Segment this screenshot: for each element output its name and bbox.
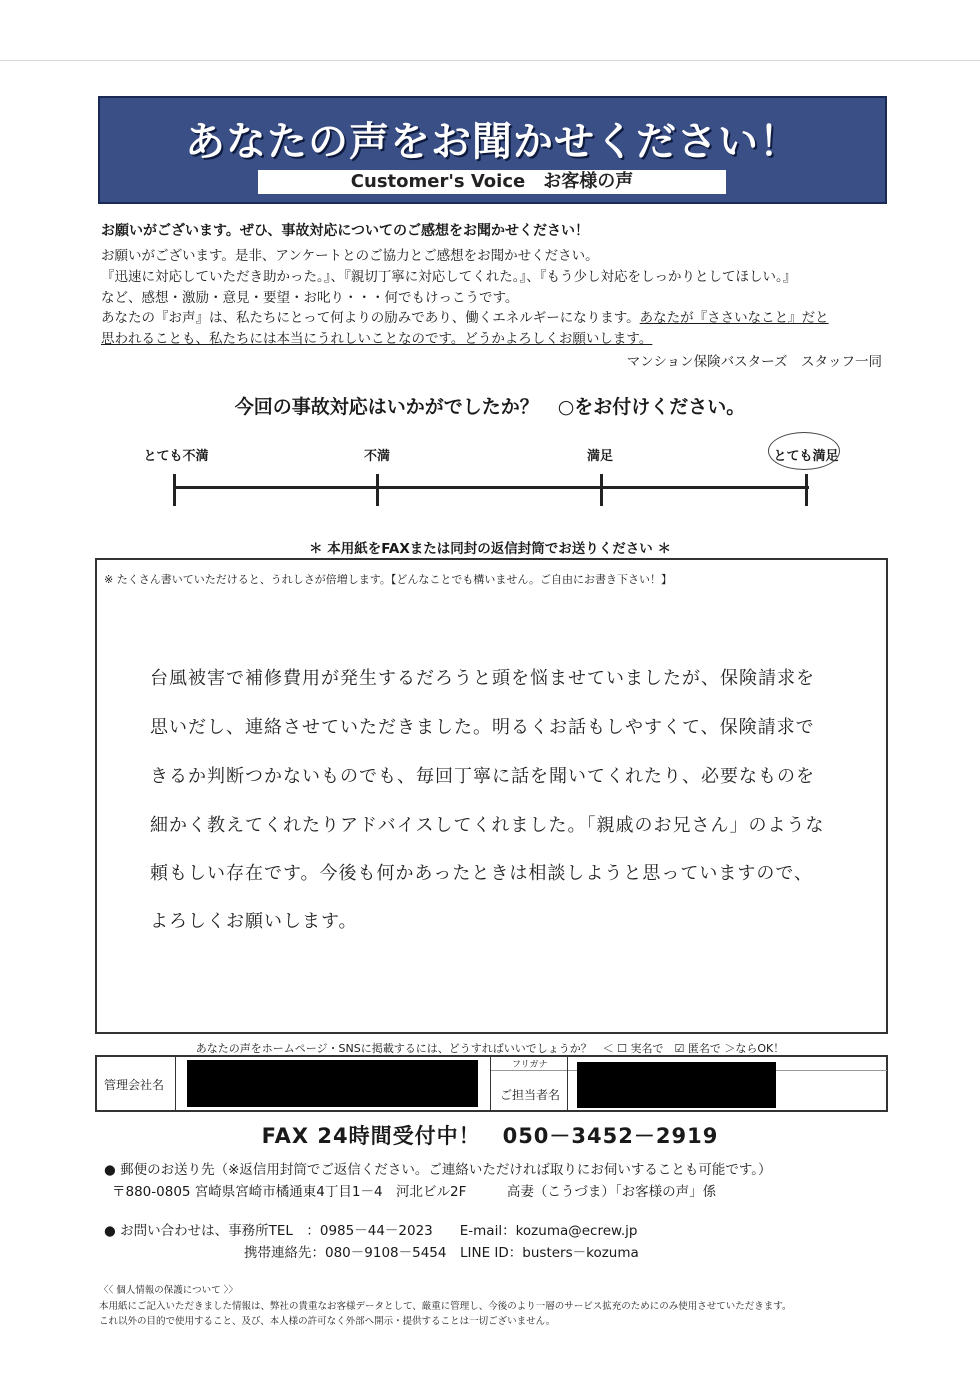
intro-line-4b: あなたが『ささいなこと』だと: [639, 310, 829, 326]
divider: [490, 1056, 491, 1111]
mobile-line: 携帯連絡先：080－9108－5454 LINE ID：busters－kozuma: [244, 1245, 639, 1261]
scale-option-very-unsatisfied[interactable]: とても不満: [143, 449, 209, 464]
intro-line-5: 思われることも、私たちには本当にうれしいことなのです。どうかよろしくお願いします。: [101, 331, 653, 347]
scale-tick: [600, 474, 603, 506]
rating-scale-line: [174, 486, 809, 489]
scale-tick: [376, 474, 379, 506]
company-field-redacted[interactable]: [187, 1060, 478, 1107]
header-banner: [98, 96, 887, 204]
privacy-heading: 〈〈 個人情報の保護について 〉〉: [99, 1285, 238, 1296]
fax-note: ＊ 本用紙をFAXまたは同封の返信封筒でお送りください ＊: [309, 541, 671, 557]
intro-line-4: [101, 306, 829, 326]
comment-line: 細かく教えてくれたりアドバイスしてくれました。「親戚のお兄さん」のような: [150, 815, 825, 836]
intro-line-3: など、感想・激励・意見・要望・お叱り・・・何でもけっこうです。: [101, 290, 519, 306]
selection-circle: [768, 432, 840, 470]
person-field-redacted[interactable]: [577, 1062, 776, 1108]
intro-line-4a: あなたの『お声』は、私たちにとって何よりの励みであり、働くエネルギーになります。: [101, 310, 640, 326]
comment-line: 頼もしい存在です。今後も何かあったときは相談しようと思っていますので、: [150, 863, 814, 884]
scale-tick: [805, 474, 808, 506]
scan-edge: [0, 60, 980, 61]
comment-box[interactable]: [95, 558, 888, 1034]
page-title: あなたの声をお聞かせください！: [185, 119, 800, 165]
scale-option-satisfied[interactable]: 満足: [586, 449, 614, 464]
publish-consent: あなたの声をホームページ・SNSに掲載するには、どうすればいいでしょうか？ ＜ ☐ 実名で ☑ 匿名で ＞ならOK！: [195, 1042, 785, 1055]
privacy-line-2: これ以外の目的で使用すること、及び、本人様の許可なく外部へ開示・提供することは一切ございません。: [99, 1316, 556, 1327]
comment-line: よろしくお願いします。: [150, 911, 358, 932]
furigana-label: フリガナ: [512, 1060, 548, 1070]
divider: [567, 1056, 568, 1111]
mail-heading: ● 郵便のお送り先（※返信用封筒でご返信ください。ご連絡いただければ取りにお伺いすることも可能です。）: [104, 1162, 772, 1178]
divider: [175, 1056, 176, 1111]
scale-option-unsatisfied[interactable]: 不満: [363, 449, 391, 464]
intro-line-1: お願いがございます。是非、アンケートとのご協力とご感想をお聞かせください。: [101, 248, 599, 264]
scale-tick: [173, 474, 176, 506]
intro-line-2: 『迅速に対応していただき助かった。』、『親切丁寧に対応してくれた。』、『もう少し対応をしっかりとしてほしい。』: [101, 269, 797, 285]
privacy-line-1: 本用紙にご記入いただきました情報は、弊社の貴重なお客様データとして、厳重に管理し、今後のより一層のサービス拡充のためにのみ使用させていただきます。: [99, 1301, 792, 1312]
comment-note: ※ たくさん書いていただけると、うれしさが倍増します。【どんなことでも構いません。ご自由にお書き下さい！】: [104, 573, 672, 586]
survey-question: 今回の事故対応はいかがでしたか？ ○をお付けください。: [234, 396, 746, 418]
page-subtitle: Customer's Voice お客様の声: [258, 170, 726, 194]
comment-line: きるか判断つかないものでも、毎回丁寧に話を聞いてくれたり、必要なものを: [150, 766, 815, 787]
comment-line: 台風被害で補修費用が発生するだろうと頭を悩ませていましたが、保険請求を: [150, 668, 815, 689]
mail-address: 〒880-0805 宮崎県宮崎市橘通東4丁目1－4 河北ビル2F 高妻（こうづま）「お客様の声」係: [112, 1184, 717, 1200]
signature: マンション保険バスターズ スタッフ一同: [626, 354, 882, 370]
scale-option-very-satisfied[interactable]: とても満足: [773, 449, 839, 464]
comment-line: 思いだし、連絡させていただきました。明るくお話もしやすくて、保険請求で: [150, 717, 815, 738]
fax-number: FAX 24時間受付中！ 050－3452－2919: [261, 1124, 719, 1148]
inquiry-line: ● お問い合わせは、事務所TEL ：0985－44－2023 E-mail：kozuma@ecrew.jp: [104, 1223, 638, 1239]
intro-lead: お願いがございます。ぜひ、事故対応についてのご感想をお聞かせください！: [101, 223, 590, 239]
person-label: ご担当者名: [500, 1088, 561, 1102]
company-label: 管理会社名: [104, 1078, 165, 1092]
